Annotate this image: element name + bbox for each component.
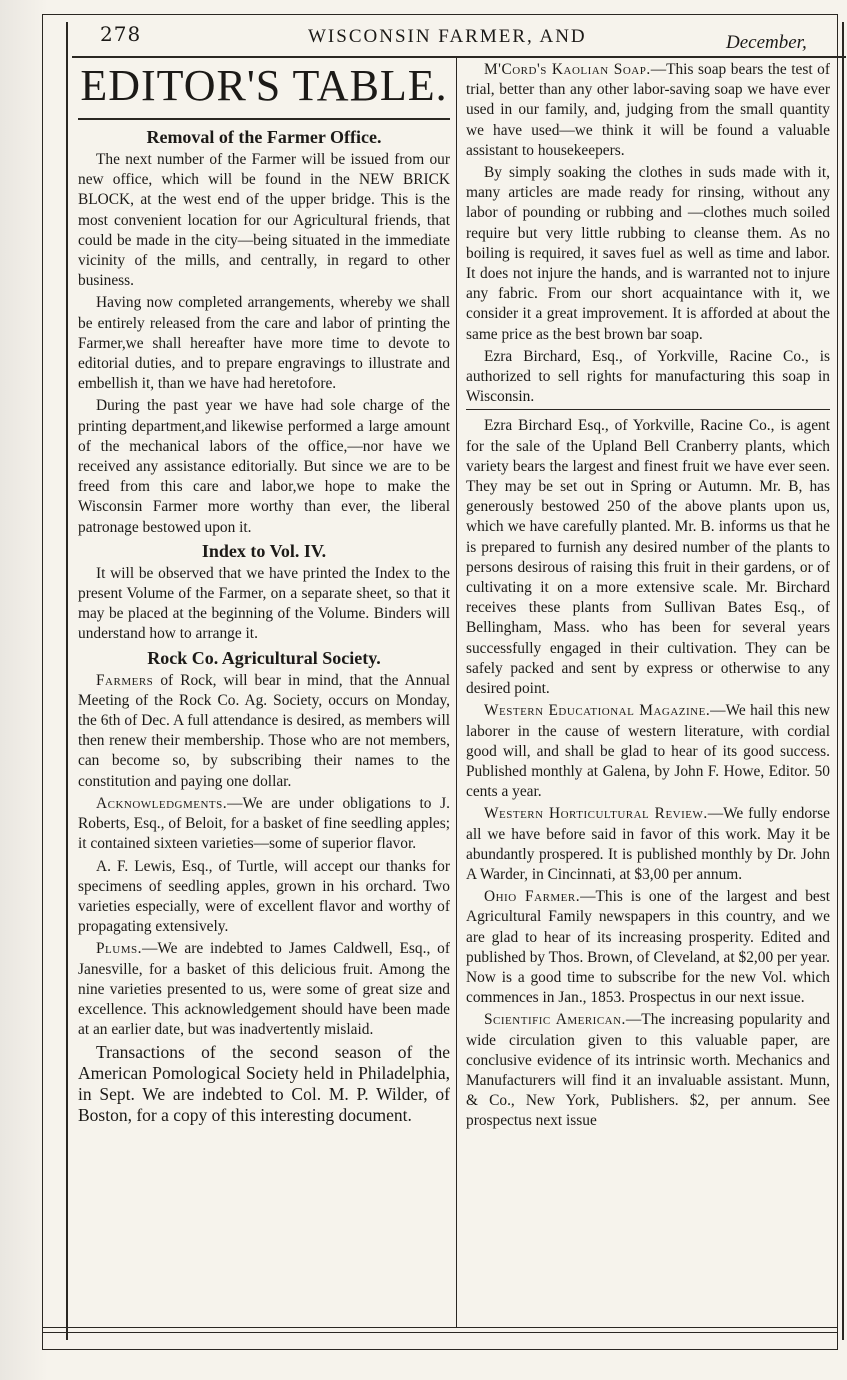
page-header — [72, 20, 832, 60]
column-rule — [456, 58, 457, 1328]
month-label: December, — [726, 32, 807, 53]
soap-paragraph-1 — [466, 60, 830, 161]
transactions-paragraph: Transactions of the second season of the American Pomological Society held in Philadelphia, in Sept. We are indebted to Col. M. P. Wilder, of Boston, for a copy of this interesting document. — [78, 1042, 450, 1126]
rock-lead: Farmers — [96, 671, 154, 689]
index-heading: Index to Vol. IV. — [201, 540, 327, 561]
whr-paragraph — [466, 804, 830, 885]
soap-paragraph-2: By simply soaking the clothes in suds made with it, many articles are made ready for rinsing, without any labor of pounding or rubbing and —clothes much soiled require but very little rubbing to cleanse them. As no boiling is required, it saves fuel as well as time and labor. It does not injure the hands, and is warranted not to injure any fabric. From our short acquaintance with it, we consider it a great improvement. It is afforded at about the same price as the best brown bar soap. — [466, 164, 830, 343]
plums-lead: Plums. — [96, 940, 142, 958]
masthead-rule — [78, 118, 450, 120]
footer-rule-2 — [42, 1332, 838, 1333]
ohio-lead: Ohio Farmer. — [484, 888, 581, 906]
right-column — [466, 60, 830, 1134]
removal-paragraph-1: The next number of the Farmer will be issued from our new office, which will be found in the NEW BRICK BLOCK, at the west end of the upper bridge. This is the most convenient location for our Agricultural friends, that could be made in the city—being situated in the immediate vicinity of the mills, and centrally, in regard to other business. — [78, 151, 450, 290]
rock-paragraph — [78, 671, 450, 792]
wem-text: —We hail this new laborer in the cause of western literature, with cordial good will, and shall be glad to hear of its good success. Published monthly at Galena, by John F. Howe, Editor. 50 cents a year. — [466, 702, 830, 801]
removal-paragraph-2: Having now completed arrangements, whereby we shall be entirely released from the care and labor of printing the Farmer,we shall hereafter have more time to devote to editorial duties, and to prepare engravings to illustrate and embellish it, than we have had heretofore. — [78, 294, 450, 393]
acknowledgments-paragraph — [78, 794, 450, 855]
lewis-paragraph: A. F. Lewis, Esq., of Turtle, will accept our thanks for specimens of seedling apples, grown in his orchard. Two varieties especially, were of excellent flavor and worthy of propagating extensively. — [78, 857, 450, 936]
ohio-paragraph — [466, 887, 830, 1008]
sci-text: —The increasing popularity and wide circulation given to this valuable paper, are conclusive evidence of its intrinsic worth. Mechanics and Manufacturers will find it an invaluable assistant. Munn, & Co., New York, Publishers. $2, per annum. See prospectus next issue — [466, 1011, 830, 1130]
removal-paragraph-3: During the past year we have had sole charge of the printing department,and likewise performed a large amount of the mechanical labors of the office,—nor have we received any assistance editorially. But since we are to be freed from this care and labor,we hope to make the Wisconsin Farmer more worthy than ever, the liberal patronage bestowed upon it. — [78, 397, 450, 536]
soap-paragraph-3: Ezra Birchard, Esq., of Yorkville, Racine Co., is authorized to sell rights for manufacturing this soap in Wisconsin. — [466, 347, 830, 406]
footer-rule — [42, 1327, 838, 1328]
left-column — [78, 60, 450, 1128]
wem-lead: Western Educational Magazine. — [484, 702, 711, 720]
running-head: WISCONSIN FARMER, AND — [308, 26, 587, 47]
ack-lead: Acknowledgments. — [96, 794, 228, 812]
section-rule — [466, 409, 830, 410]
ohio-text: —This is one of the largest and best Agricultural Family newspapers in this country, and we are glad to hear of its increasing prosperity. Edited and published by Thos. Brown, of Cleveland, at $2,00 per year. Now is a good time to subscribe for the new Vol. which commences in Jan., 1853. Prospectus in our next issue. — [466, 888, 830, 1007]
header-rule — [72, 56, 846, 58]
ack-text: —We are under obligations to J. Roberts, Esq., of Beloit, for a basket of fine seedling apples; it contained sixteen varieties—some of superior flavor. — [78, 794, 450, 853]
cranberry-paragraph: Ezra Birchard Esq., of Yorkville, Racine Co., is agent for the sale of the Upland Bell Cranberry plants, which variety bears the largest and finest fruit we have ever seen. They may be set out in Spring or Autumn. Mr. B, has generously bestowed 250 of the above plants upon us, which we have carefully planted. Mr. B. informs us that he is prepared to furnish any desired number of the plants to persons desirous of raising this fruit in their gardens, or of cultivating it on a more extensive scale. Mr. Birchard receives these plants from Sullivan Bates Esq., of Bellingham, Mass. who has been for several years successfully engaged in their cultivation. They can be safely packed and sent by express or otherwise to any desired point. — [466, 417, 830, 698]
soap-lead: M'Cord's Kaolian Soap. — [484, 61, 651, 78]
soap-text: —This soap bears the test of trial, better than any other labor-saving soap we have ever used in our family, and, judging from the small quantity we have used—we think it will be found a valuable assistant to housekeepers. — [466, 61, 831, 159]
rock-heading: Rock Co. Agricultural Society. — [147, 647, 381, 668]
page-number: 278 — [100, 22, 142, 46]
removal-heading: Removal of the Farmer Office. — [146, 127, 382, 147]
whr-text: —We fully endorse all we have before said in favor of this work. May it be abundantly prospered. It is published monthly by Dr. John A Warder, in Cincinnati, at $3,00 per annum. — [466, 805, 830, 883]
scientific-paragraph — [466, 1010, 830, 1131]
wem-paragraph — [466, 701, 830, 802]
plums-paragraph — [78, 939, 450, 1040]
index-paragraph: It will be observed that we have printed the Index to the present Volume of the Farmer, on a separate sheet, so that it may be placed at the beginning of the Volume. Binders will understand how to arrange it. — [78, 564, 450, 643]
plums-text: —We are indebted to James Caldwell, Esq., of Janesville, for a basket of this delicious fruit. Among the nine varieties presented to us, were some of great size and excellence. This acknowledgement should have been made at an earlier date, but was inadvertently mislaid. — [78, 940, 450, 1039]
sci-lead: Scientific American. — [484, 1011, 626, 1029]
whr-lead: Western Horticultural Review. — [484, 805, 708, 823]
scan-edge — [0, 0, 48, 1380]
rock-text: of Rock, will bear in mind, that the Annual Meeting of the Rock Co. Ag. Society, occurs on Monday, the 6th of Dec. A full attendance is desired, as members will then renew their membership. Those who are not members, can become so, by subscribing their names to the constitution and paying one dollar. — [78, 671, 450, 790]
masthead: EDITOR'S TABLE. — [80, 61, 448, 110]
